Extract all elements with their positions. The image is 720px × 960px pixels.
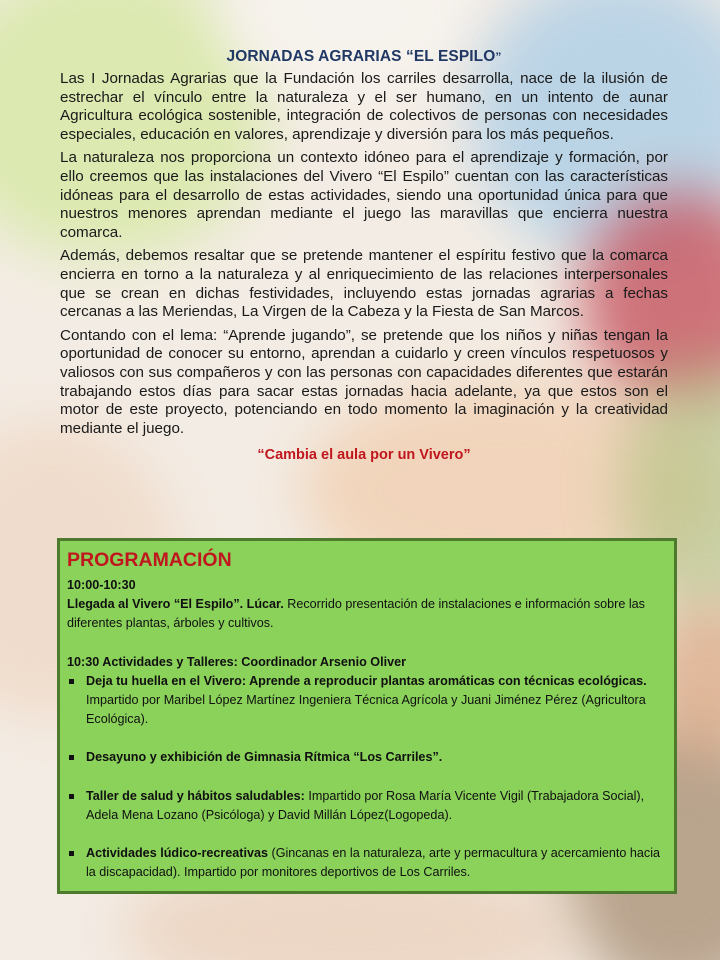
bullet-icon <box>69 851 74 856</box>
programacion-heading: PROGRAMACIÓN <box>67 549 232 571</box>
list-item: Desayuno y exhibición de Gimnasia Rítmica “Los Carriles”. <box>67 748 664 767</box>
schedule-time-1: 10:00-10:30 <box>67 578 136 592</box>
page-title: JORNADAS AGRARIAS “EL ESPILO” <box>226 48 502 65</box>
intro-paragraph-4: Contando con el lema: “Aprende jugando”, se pretende que los niños y niñas tengan la oportunidad de conocer su entorno, aprendan a cuidarlo y creen vínculos respetuosos y valiosos con sus compañeros y con las personas con capacidades diferentes que estarán trabajando estos días para sacar estas jornadas hacia adelante, ya que estos son el motor de este proyecto, potenciando en todo momento la imaginación y la creatividad mediante el juego. <box>60 326 668 437</box>
intro-paragraph-1: Las I Jornadas Agrarias que la Fundación los carriles desarrolla, nace de la ilusión de estrechar el vínculo entre la naturaleza y el ser humano, en un intento de aunar Agricultura ecológica sostenible, integración de colectivos de personas con necesidades especiales, educación en valores, aprendizaje y diversión para los más pequeños. <box>60 70 668 143</box>
slogan: “Cambia el aula por un Vivero” <box>257 447 471 464</box>
bullet-icon <box>69 794 74 799</box>
programacion-box <box>57 538 677 894</box>
arrival-text: Llegada al Vivero “El Espilo”. Lúcar. Recorrido presentación de instalaciones e información sobre las diferentes plantas, árboles y cultivos. <box>67 597 645 631</box>
bullet-icon <box>69 755 74 760</box>
list-item: Taller de salud y hábitos saludables: Impartido por Rosa María Vicente Vigil (Trabajadora Social), Adela Mena Lozano (Psicóloga) y David Millán López(Logopeda). <box>67 787 664 825</box>
intro-section <box>60 48 668 463</box>
list-item: Deja tu huella en el Vivero: Aprende a reproducir plantas aromáticas con técnicas ecológicas. Impartido por Maribel López Martínez Ingeniera Técnica Agrícola y Juani Jiménez Pérez (Agricultora Ecológica). <box>67 672 664 730</box>
list-item: Actividades lúdico-recreativas (Gincanas en la naturaleza, arte y permacultura y acercamiento hacia la discapacidad). Impartido por monitores deportivos de Los Carriles. <box>67 844 664 882</box>
intro-paragraph-3: Además, debemos resaltar que se pretende mantener el espíritu festivo que la comarca encierra en torno a la naturaleza y al enriquecimiento de las relaciones interpersonales que se crean en dichas festividades, incluyendo estas jornadas agrarias a fechas cercanas a las Meriendas, La Virgen de la Cabeza y la Fiesta de San Marcos. <box>60 247 668 321</box>
intro-paragraph-2: La naturaleza nos proporciona un contexto idóneo para el aprendizaje y formación, por ello creemos que las instalaciones del Vivero “El Espilo” cuentan con las características idóneas para el desarrollo de estas actividades, siendo una oportunidad única para que nuestros menores aprendan mediante el juego las maravillas que encierra nuestra comarca. <box>60 149 668 241</box>
bullet-icon <box>69 679 74 684</box>
activity-list <box>67 672 664 883</box>
schedule-time-2: 10:30 Actividades y Talleres: Coordinador Arsenio Oliver <box>67 654 406 669</box>
